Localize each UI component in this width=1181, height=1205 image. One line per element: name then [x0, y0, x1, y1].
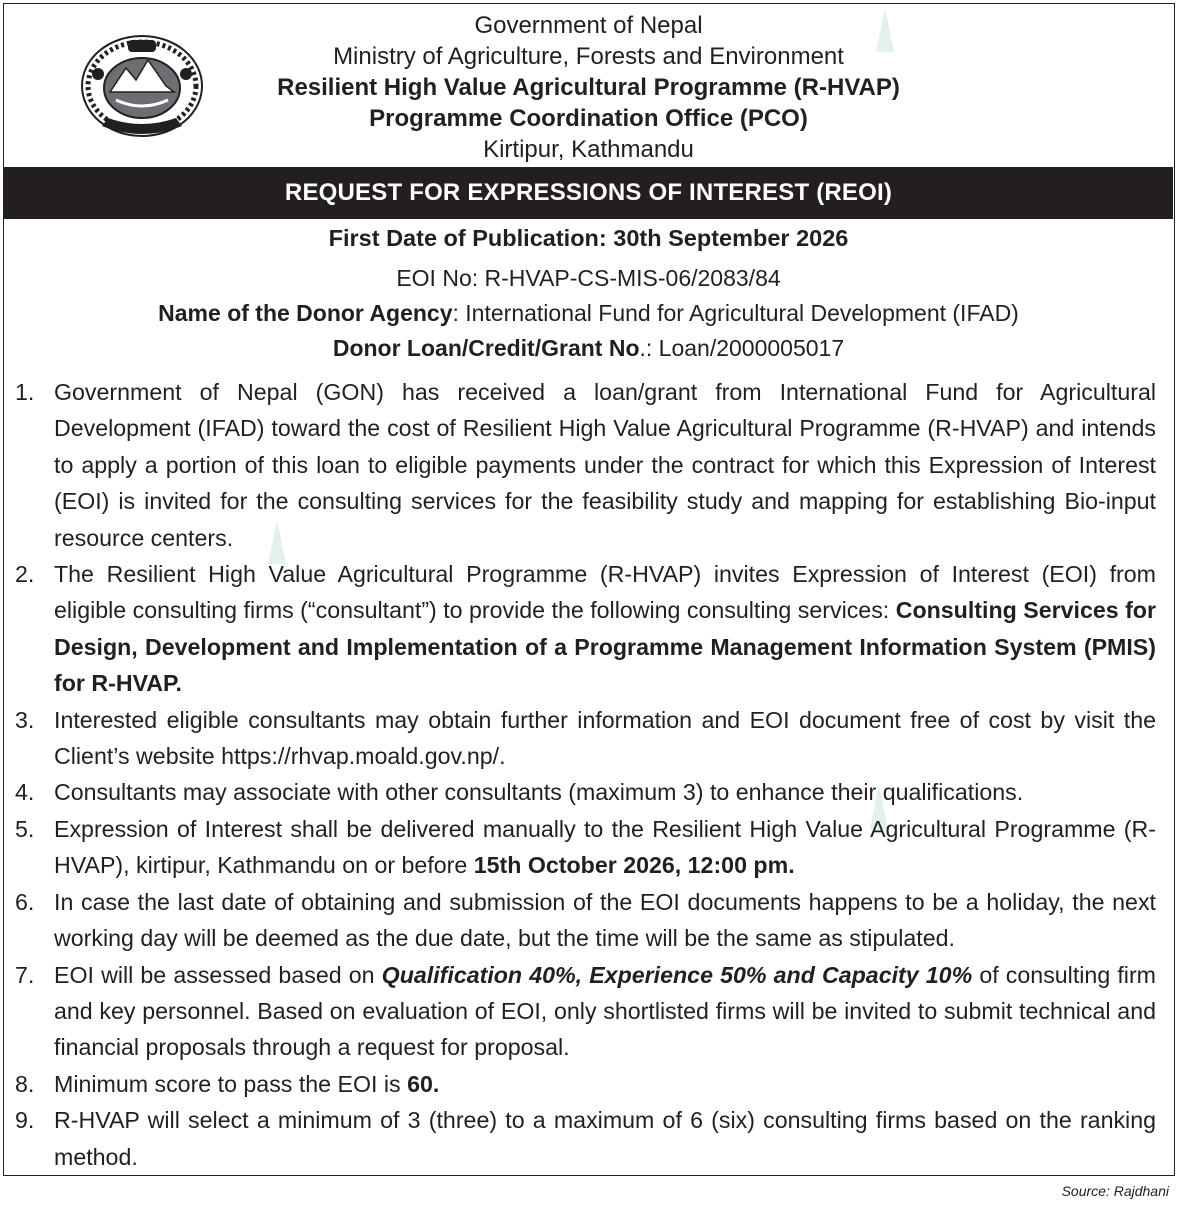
notice-title-banner: REQUEST FOR EXPRESSIONS OF INTEREST (REOI) — [4, 167, 1173, 219]
eoi-number: EOI No: R-HVAP-CS-MIS-06/2083/84 — [396, 265, 781, 291]
clause-8 — [15, 1066, 1156, 1102]
clause-number: 3. — [15, 706, 35, 733]
location-line: Kirtipur, Kathmandu — [483, 136, 694, 163]
clause-text: EOI will be assessed based on — [54, 961, 382, 988]
source-credit: Source: Rajdhani — [1061, 1183, 1169, 1199]
clause-5 — [15, 811, 1156, 884]
clause-text: Government of Nepal (GON) has received a loan/grant from International Fund for Agricultural Development (IFAD) toward the cost of Resilient High Value Agricultural Programme (R-HVAP) and intends to apply a portion of this loan to eligible payments under the contract for which this Expression of Interest (EOI) is invited for the consulting services for the feasibility study and mapping for establishing Bio-input resource centers. — [54, 379, 1156, 551]
clause-number: 8. — [15, 1070, 35, 1097]
clause-2 — [15, 556, 1156, 702]
ministry-line: Ministry of Agriculture, Forests and Environment — [333, 43, 844, 70]
donor-loan-number — [4, 333, 1173, 363]
clause-text-continued: of consulting firm and key personnel. Based on evaluation of EOI, only shortlisted firms will be invited to submit technical and financial proposals through a request for proposal. — [54, 961, 1156, 1061]
donor-agency-label: Name of the Donor Agency — [158, 300, 453, 326]
clause-number: 6. — [15, 888, 35, 915]
donor-agency-value: : International Fund for Agricultural Development (IFAD) — [452, 300, 1019, 326]
donor-loan-label: Donor Loan/Credit/Grant No — [332, 335, 640, 361]
clause-number: 5. — [15, 815, 35, 842]
notice-clauses — [15, 374, 1156, 1175]
minimum-score: 60. — [407, 1070, 440, 1097]
clause-number: 2. — [15, 561, 35, 588]
service-title: Consulting Services for Design, Development and Implementation of a Programme Management Information System (PMIS) for R-HVAP. — [54, 597, 1156, 697]
clause-number: 7. — [15, 961, 35, 988]
clause-text: Interested eligible consultants may obtain further information and EOI document free of cost by visit the Client’s website https://rhvap.moald.gov.np/. — [54, 706, 1156, 770]
clause-4 — [15, 774, 1156, 810]
clause-7 — [15, 957, 1156, 1066]
clause-text: The Resilient High Value Agricultural Programme (R-HVAP) invites Expression of Interest (EOI) from eligible consulting firms (“consultant”) to provide the following consulting services: — [54, 561, 1156, 624]
office-line: Programme Coordination Office (PCO) — [369, 105, 808, 132]
submission-deadline: 15th October 2026, 12:00 pm. — [473, 852, 795, 879]
clause-text: Minimum score to pass the EOI is — [54, 1070, 408, 1097]
clause-number: 4. — [15, 779, 35, 806]
government-line: Government of Nepal — [474, 12, 703, 39]
notice-header — [4, 4, 1173, 167]
clause-9 — [15, 1102, 1156, 1175]
clause-text: Consultants may associate with other consultants (maximum 3) to enhance their qualifications. — [54, 779, 1024, 806]
donor-agency — [4, 298, 1173, 328]
clause-text: Expression of Interest shall be delivered manually to the Resilient High Value Agricultural Programme (R-HVAP), kirtipur, Kathmandu on or before — [54, 815, 1156, 879]
clause-6 — [15, 884, 1156, 957]
clause-3 — [15, 702, 1156, 775]
evaluation-criteria: Qualification 40%, Experience 50% and Capacity 10% — [381, 961, 973, 988]
clause-1 — [15, 374, 1156, 556]
clause-text: R-HVAP will select a minimum of 3 (three) to a maximum of 6 (six) consulting firms based on the ranking method. — [54, 1107, 1156, 1170]
clause-text: In case the last date of obtaining and submission of the EOI documents happens to be a holiday, the next working day will be deemed as the due date, but the time will be the same as stipulated. — [54, 888, 1156, 952]
donor-loan-value: .: Loan/2000005017 — [639, 335, 845, 361]
clause-number: 1. — [15, 379, 35, 405]
publication-date: First Date of Publication: 30th September 2026 — [328, 225, 849, 251]
clause-number: 9. — [15, 1107, 35, 1134]
programme-line: Resilient High Value Agricultural Programme (R-HVAP) — [277, 74, 900, 101]
